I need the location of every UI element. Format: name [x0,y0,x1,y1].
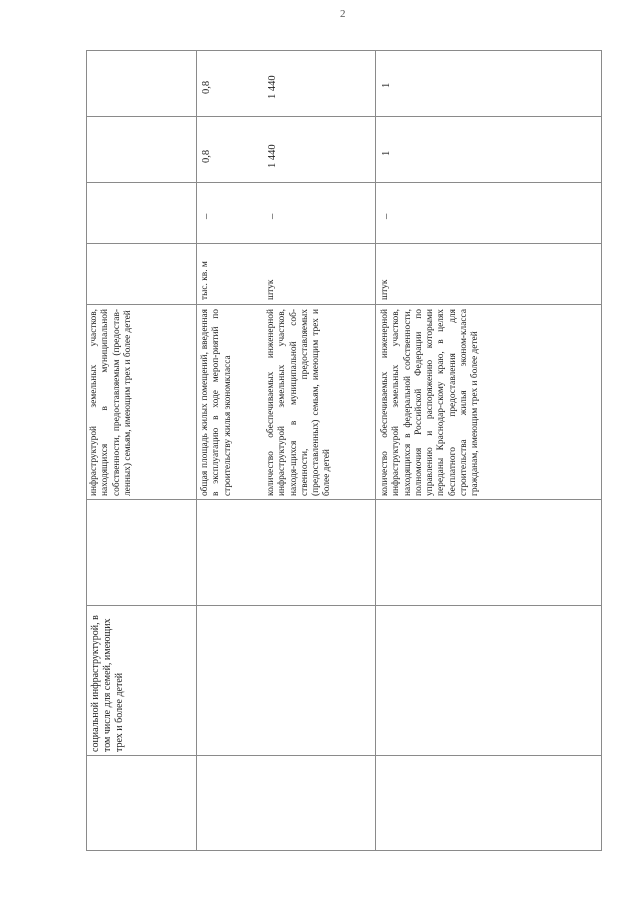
unit-cell-3: штук [380,279,390,300]
value-b-cell-3: 1 [381,82,392,88]
column-divider [86,116,602,117]
rotated-table [86,50,602,851]
row-divider [375,50,376,851]
value-b-cell-2: 1 440 [267,75,278,99]
column-divider [86,304,602,305]
unit-cell-2: штук [266,279,276,300]
indicator-cell-0: инфраструктурой земельных участков, находящихся в муниципальной собственности, предоставляемым (предостав-ленных) семьям, имеющим трех и более детей [89,309,133,496]
column-divider [86,605,602,606]
page-number: 2 [340,8,346,20]
value-b-cell-1: 0,8 [201,80,212,94]
column-divider [86,243,602,244]
column-divider [86,499,602,500]
program-name-cell: социальной инфраструктурой, в том числе для семей, имеющих трех и более детей [90,615,125,752]
value-a-cell-3: 1 [381,150,392,156]
unit-cell-1: тыс. кв. м [200,261,210,300]
column-divider [86,755,602,756]
table-border [86,50,602,851]
base-value-cell-1: – [201,213,212,219]
indicator-cell-1: общая площадь жилых помещений, введенная в эксплуатацию в ходе мероп-риятий по строительству жилья экономкласса [200,309,233,496]
value-a-cell-1: 0,8 [201,149,212,163]
indicator-cell-3: количество обеспечиваемых инженерной инфраструктурой земельных участков, находящихся в федеральной собственности, полномочия Российской Федерации по управлению и распоряжению которыми переданы Краснодар-скому краю, в целях бесплатного предоставления для строительства жилья эконом-класса гражданам, имеющим трех и более детей [380,309,481,496]
value-a-cell-2: 1 440 [267,144,278,168]
column-divider [86,182,602,183]
base-value-cell-2: – [267,213,278,219]
indicator-cell-2: количество обеспечиваемых инженерной инфраструктурой земельных участков, находя-щихся в муниципальной соб-ственности, предоставляемых (предоставленных) семьям, имеющим трех и более детей [266,309,333,496]
row-divider [196,50,197,851]
base-value-cell-3: – [381,213,392,219]
